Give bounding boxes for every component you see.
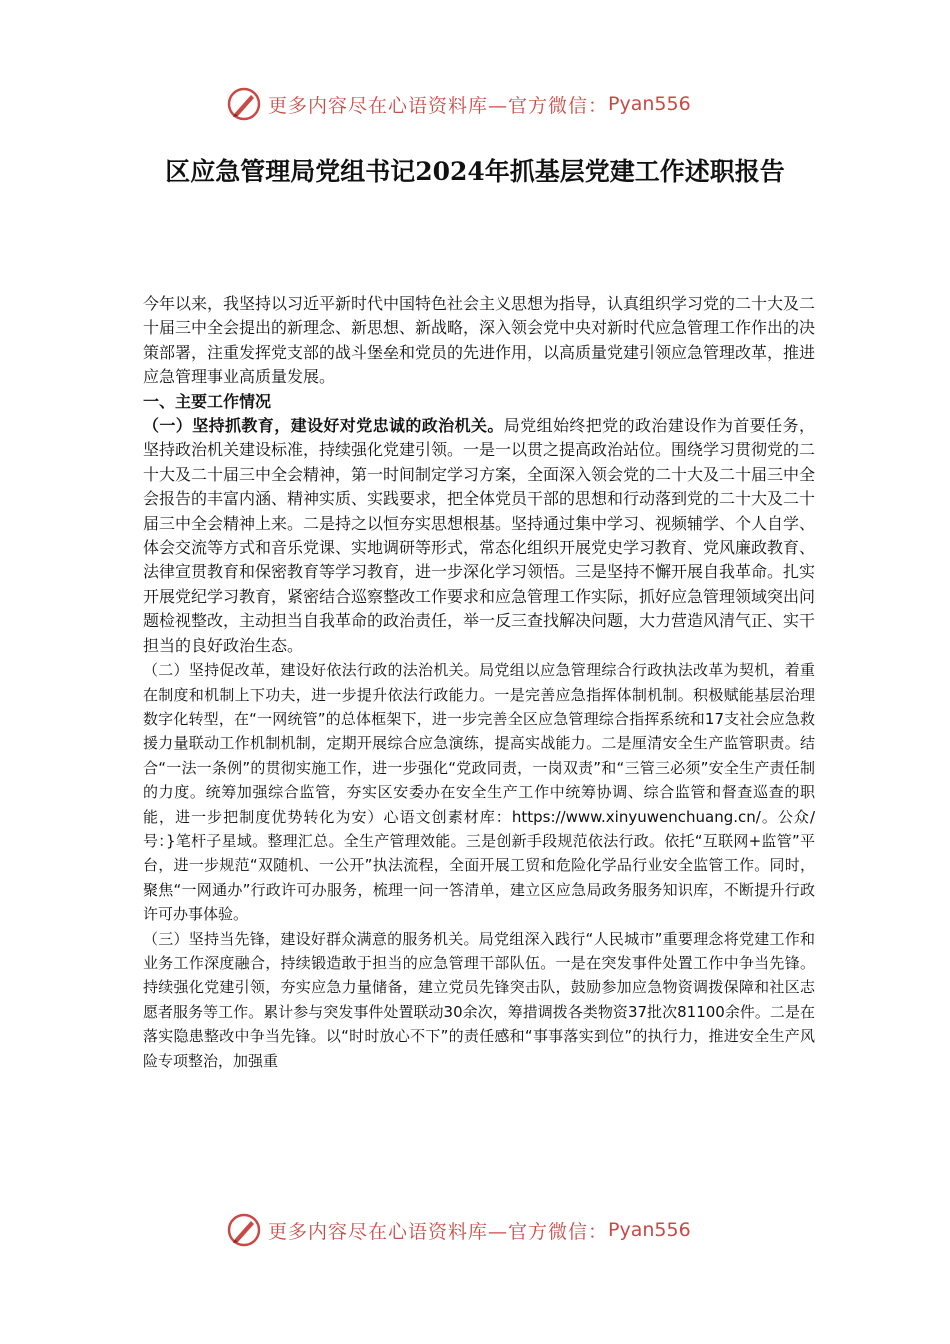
pen-logo-icon	[226, 1212, 262, 1248]
item1-paragraph	[143, 414, 815, 658]
item2-paragraph: （二）坚持促改革，建设好依法行政的法治机关。局党组以应急管理综合行政执法改革为契机，着重在制度和机制上下功夫，进一步提升依法行政能力。一是完善应急指挥体制机制。积极赋能基层治理数字化转型，在“一网统管”的总体框架下，进一步完善全区应急管理综合指挥系统和17支社会应急救援力量联动工作机制机制，定期开展综合应急演练，提高实战能力。二是厘清安全生产监管职责。结合“一法一条例”的贯彻实施工作，进一步强化“党政同责，一岗双责”和“三管三必须”安全生产责任制的力度。统筹加强综合监管，夯实区安委办在安全生产工作中统筹协调、综合监管和督查巡查的职能，进一步把制度优势转化为安）心语文创素材库：https://www.xinyuwenchuang.cn/。公众/号：}笔杆子星域。整理汇总。全生产管理效能。三是创新手段规范依法行政。依托“互联网+监管”平台，进一步规范“双随机、一公开”执法流程，全面开展工贸和危险化学品行业安全监管工作。同时，聚焦“一网通办”行政许可办服务，梳理一问一答清单，建立区应急局政务服务知识库，不断提升行政许可办事体验。	[143, 661, 815, 924]
banner-text: 更多内容尽在心语资料库—官方微信：	[268, 94, 609, 117]
header-banner	[226, 84, 746, 124]
intro-paragraph: 今年以来，我坚持以习近平新时代中国特色社会主义思想为指导，认真组织学习党的二十大及二十届三中全会提出的新理念、新思想、新战略，深入领会党中央对新时代应急管理工作作出的决策部署，注重发挥党支部的战斗堡垒和党员的先进作用，以高质量党建引领应急管理改革，推进应急管理事业高质量发展。	[143, 294, 816, 387]
item1-body: 局党组始终把党的政治建设作为首要任务，坚持政治机关建设标准，持续强化党建引领。一是一以贯之提高政治站位。围绕学习贯彻党的二十大及二十届三中全会精神，第一时间制定学习方案，全面深入领会党的二十大及二十届三中全会报告的丰富内涵、精神实质、实践要求，把全体党员干部的思想和行动落到党的二十大及二十届三中全会精神上来。二是持之以恒夯实思想根基。坚持通过集中学习、视频辅学、个人自学、体会交流等方式和音乐党课、实地调研等形式，常态化组织开展党史学习教育、党风廉政教育、法律宣贯教育和保密教育等学习教育，进一步深化学习领悟。三是坚持不懈开展自我革命。扎实开展党纪学习教育，紧密结合巡察整改工作要求和应急管理工作实际，抓好应急管理领域突出问题检视整改，主动担当自我革命的政治责任，举一反三查找解决问题，大力营造风清气正、实干担当的良好政治生态。	[143, 416, 816, 655]
banner-wechat-id: Pyan556	[608, 93, 691, 115]
banner-wechat-id: Pyan556	[608, 1219, 691, 1241]
item3-paragraph: （三）坚持当先锋，建设好群众满意的服务机关。局党组深入践行“人民城市”重要理念将党建工作和业务工作深度融合，持续锻造敢于担当的应急管理干部队伍。一是在突发事件处置工作中争当先锋。持续强化党建引领，夯实应急力量储备，建立党员先锋突击队，鼓励参加应急物资调拨保障和社区志愿者服务等工作。累计参与突发事件处置联动30余次，筹措调拨各类物资37批次81100余件。二是在落实隐患整改中争当先锋。以“时时放心不下”的责任感和“事事落实到位”的执行力，推进安全生产风险专项整治，加强重	[143, 929, 815, 1070]
document-title: 区应急管理局党组书记2024年抓基层党建工作述职报告	[165, 157, 785, 186]
item1-lead: （一）坚持抓教育，建设好对党忠诚的政治机关。	[143, 416, 504, 436]
pen-logo-icon	[226, 86, 262, 122]
banner-text: 更多内容尽在心语资料库—官方微信：	[268, 1220, 609, 1243]
document-body	[143, 292, 815, 1073]
footer-banner	[226, 1210, 746, 1250]
section-heading: 一、主要工作情况	[143, 391, 272, 411]
